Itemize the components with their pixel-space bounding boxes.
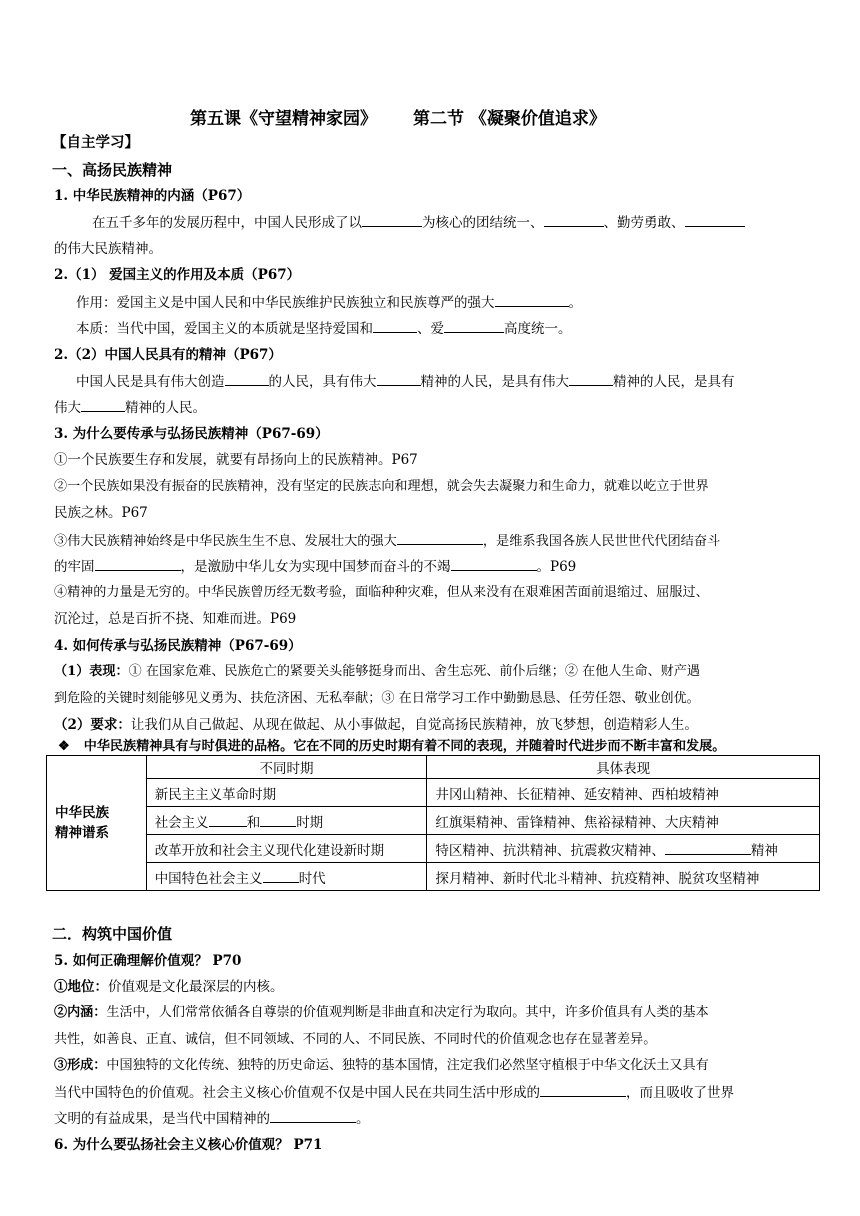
q1-heading: 1. 中华民族精神的内涵（P67） xyxy=(54,188,251,204)
q2-essence: 本质：当代中国，爱国主义的本质就是坚持爱国和 、爱 高度统一。 xyxy=(76,321,572,337)
blank[interactable] xyxy=(225,372,269,386)
lesson-title-part1: 第五课《守望精神家园》 xyxy=(190,109,377,129)
q3-point-4-line-2: 沉沦过，总是百折不挠、知难而进。P69 xyxy=(54,611,297,627)
q4-performance-line-2: 到危险的关键时刻能够见义勇为、扶危济困、无私奉献；③ 在日常学习工作中勤勤恳恳、任劳任怨、敬业创优。 xyxy=(54,691,700,706)
blank[interactable] xyxy=(377,372,421,386)
blank[interactable] xyxy=(373,319,417,333)
table-cell-spirit: 井冈山精神、长征精神、延安精神、西柏坡精神 xyxy=(427,779,820,807)
blank[interactable] xyxy=(362,213,422,227)
lesson-title-part2: 第二节 《凝聚价值追求》 xyxy=(413,109,606,129)
blank[interactable] xyxy=(544,213,604,227)
blank[interactable] xyxy=(81,398,125,412)
table-row xyxy=(47,835,820,863)
spirit-pedigree-table xyxy=(46,755,820,891)
q5-formation-line-1: ③形成：中国独特的文化传统、独特的历史命运、独特的基本国情，注定我们必然坚守植根于中华文化沃土又具有 xyxy=(54,1058,709,1073)
q4-heading: 4. 如何传承与弘扬民族精神（P67-69） xyxy=(54,638,302,654)
q3-point-1: ①一个民族要生存和发展，就要有昂扬向上的民族精神。P67 xyxy=(54,452,418,468)
section-heading-2: 二．构筑中国价值 xyxy=(52,925,173,943)
blank[interactable] xyxy=(451,557,537,571)
table-row xyxy=(47,779,820,807)
q3-point-3-line-1: ③伟大民族精神始终是中华民族生生不息、发展壮大的强大 ，是维系我国各族人民世世代代团结奋斗 xyxy=(54,531,720,551)
table-cell-spirit: 探月精神、新时代北斗精神、抗疫精神、脱贫攻坚精神 xyxy=(427,863,820,891)
blank[interactable] xyxy=(209,813,247,827)
blank[interactable] xyxy=(495,293,569,307)
table-row xyxy=(47,807,820,835)
q3-heading: 3. 为什么要传承与弘扬民族精神（P67-69） xyxy=(54,426,329,442)
q5-connotation-line-2: 共性，如善良、正直、诚信，但不同领域、不同的人、不同民族、不同时代的价值观念也存在显著差异。 xyxy=(54,1032,657,1047)
table-header-spirit: 具体表现 xyxy=(427,756,820,779)
table-cell-spirit: 红旗渠精神、雷锋精神、焦裕禄精神、大庆精神 xyxy=(427,807,820,835)
q5-formation-line-2: 当代中国特色的价值观。社会主义核心价值观不仅是中国人民在共同生活中形成的 ，而且吸收了世界 xyxy=(54,1085,734,1101)
table-cell-period: 新民主主义革命时期 xyxy=(146,779,427,807)
diamond-bullet-icon: ❖ xyxy=(58,739,70,754)
q4-note: ❖ 中华民族精神具有与时俱进的品格。它在不同的历史时期有着不同的表现，并随着时代进步而不断丰富和发展。 xyxy=(58,739,726,754)
q1-line-2: 的伟大民族精神。 xyxy=(54,241,162,257)
table-row xyxy=(47,863,820,891)
blank[interactable] xyxy=(263,869,299,883)
q4-requirement: （2）要求：让我们从自己做起、从现在做起、从小事做起，自觉高扬民族精神，放飞梦想，创造精彩人生。 xyxy=(54,717,698,733)
table-cell-period: 中国特色社会主义 时代 xyxy=(146,863,427,891)
q3-point-2-line-2: 民族之林。P67 xyxy=(54,505,148,521)
q3-point-2-line-1: ②一个民族如果没有振奋的民族精神，没有坚定的民族志向和理想，就会失去凝聚力和生命力，就难以屹立于世界 xyxy=(54,479,709,494)
q2-heading: 2.（1） 爱国主义的作用及本质（P67） xyxy=(54,267,301,283)
q2b-line-2: 伟大 精神的人民。 xyxy=(54,400,206,416)
q1-line-1: 在五千多年的发展历程中，中国人民形成了以 为核心的团结统一、 、勤劳勇敢、 xyxy=(92,213,745,232)
blank[interactable] xyxy=(665,841,751,855)
blank[interactable] xyxy=(397,531,483,545)
q5-formation-line-3: 文明的有益成果，是当代中国精神的 。 xyxy=(54,1111,370,1127)
table-header-period: 不同时期 xyxy=(146,756,427,779)
q2b-line-1: 中国人民是具有伟大创造 的人民，具有伟大 精神的人民，是具有伟大 精神的人民，是具有 xyxy=(76,374,735,390)
blank[interactable] xyxy=(685,213,745,227)
self-study-label: 【自主学习】 xyxy=(52,134,139,151)
blank[interactable] xyxy=(540,1083,626,1097)
blank[interactable] xyxy=(95,557,181,571)
blank[interactable] xyxy=(260,813,296,827)
blank[interactable] xyxy=(444,319,504,333)
q6-heading: 6. 为什么要弘扬社会主义核心价值观？ P71 xyxy=(54,1137,323,1153)
table-cell-period: 改革开放和社会主义现代化建设新时期 xyxy=(146,835,427,863)
q5-connotation-line-1: ②内涵：生活中，人们常常依循各自尊崇的价值观判断是非曲直和决定行为取向。其中，许多价值具有人类的基本 xyxy=(54,1005,709,1020)
table-cell-spirit: 特区精神、抗洪精神、抗震救灾精神、 精神 xyxy=(427,835,820,863)
q4-performance-line-1: （1）表现：① 在国家危难、民族危亡的紧要关头能够挺身而出、舍生忘死、前仆后继；② 在他人生命、财产遇 xyxy=(54,664,700,679)
table-cell-period: 社会主义 和 时期 xyxy=(146,807,427,835)
blank[interactable] xyxy=(569,372,613,386)
q3-point-3-line-2: 的牢固 ，是激励中华儿女为实现中国梦而奋斗的不竭 。P69 xyxy=(54,559,577,575)
section-heading-1: 一、高扬民族精神 xyxy=(52,161,173,179)
lesson-title xyxy=(190,108,606,130)
q3-point-4-line-1: ④精神的力量是无穷的。中华民族曾历经无数考验，面临种种灾难，但从来没有在艰难困苦面前退缩过、屈服过、 xyxy=(54,585,709,600)
q2-role: 作用：爱国主义是中国人民和中华民族维护民族独立和民族尊严的强大 。 xyxy=(76,295,582,311)
table-row-label: 中华民族 精神谱系 xyxy=(47,756,147,891)
q5-position: ①地位：价值观是文化最深层的内核。 xyxy=(54,979,284,995)
blank[interactable] xyxy=(270,1109,356,1123)
q5-heading: 5. 如何正确理解价值观？ P70 xyxy=(54,953,242,969)
q2b-heading: 2.（2）中国人民具有的精神（P67） xyxy=(54,347,282,363)
